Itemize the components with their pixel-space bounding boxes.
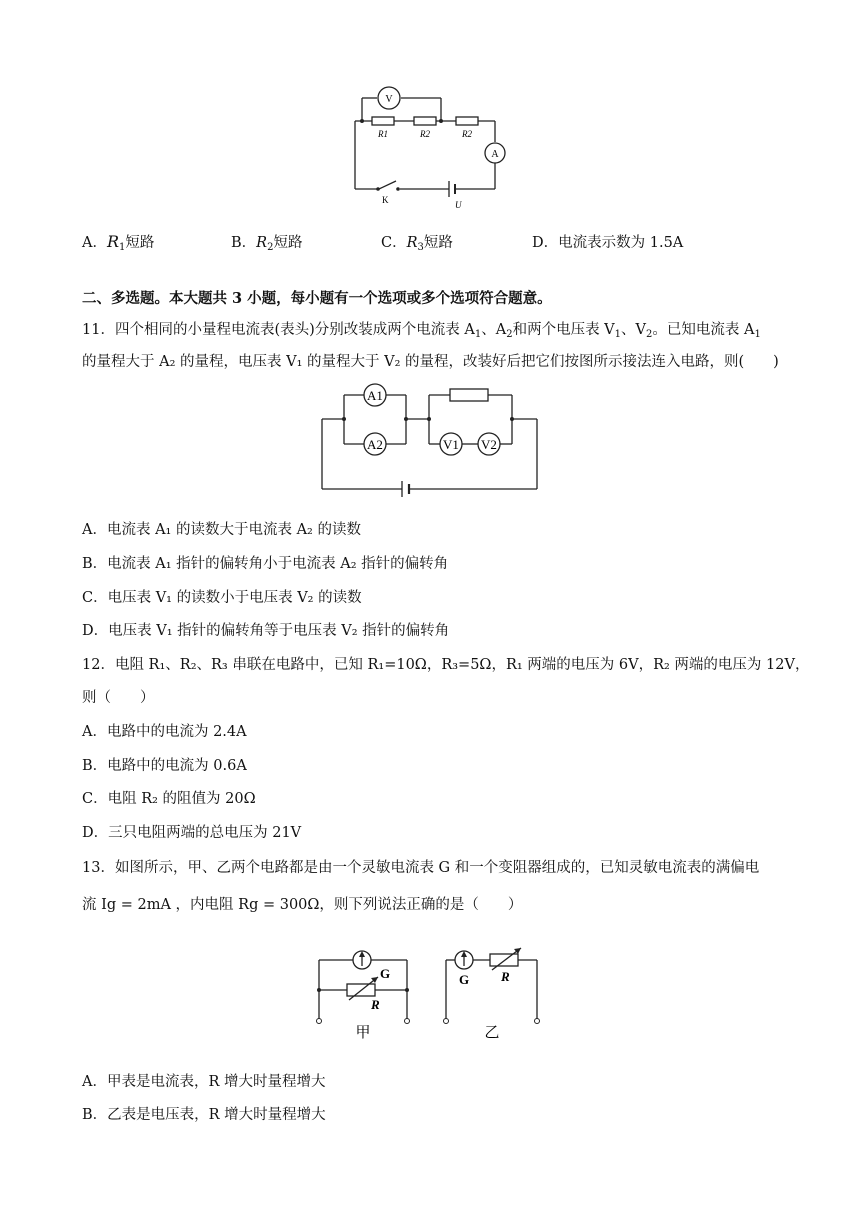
q11-circuit-figure [0,380,860,500]
q13-option-b: B．乙表是电压表，R 增大时量程增大 [82,1107,326,1123]
q10-option-b: B．$R_2$短路 [231,235,303,253]
q10-circuit-figure [0,0,860,230]
g-label-yi: G [459,972,470,987]
q11-option-c: C．电压表 V₁ 的读数小于电压表 V₂ 的读数 [82,590,362,606]
q12-option-c: C．电阻 R₂ 的阻值为 20Ω [82,791,256,807]
g-label-jia: G [380,966,391,981]
q10-option-a: A．$R_1$短路 [82,232,155,253]
section-heading: 二、多选题。本大题共 3 小题，每小题有一个选项或多个选项符合题意。 [82,290,552,307]
r1-label: R1 [378,129,388,139]
v2-label: V2 [481,437,497,452]
q12-line1: 12．电阻 R₁、R₂、R₃ 串联在电路中，已知 R₁=10Ω，R₃=5Ω，R₁ 两端的电压为 6V，R₂ 两端的电压为 12V， [82,657,810,673]
q12-option-a: A．电路中的电流为 2.4A [82,724,247,740]
q11-option-b: B．电流表 A₁ 指针的偏转角小于电流表 A₂ 指针的偏转角 [82,556,449,572]
a2-label: A2 [367,437,383,452]
v1-label: V1 [443,437,459,452]
r-label-yi: R [501,969,510,984]
a1-label: A1 [367,388,383,403]
ammeter-label: A [491,149,499,160]
q11-option-d: D．电压表 V₁ 指针的偏转角等于电压表 V₂ 指针的偏转角 [82,623,450,639]
r-label-jia: R [371,997,380,1012]
label-jia: 甲 [355,1025,371,1041]
q13-option-a: A．甲表是电流表，R 增大时量程增大 [82,1074,326,1090]
q11-option-a: A．电流表 A₁ 的读数大于电流表 A₂ 的读数 [82,522,361,538]
r2b-label: R2 [462,129,472,139]
q13-line2: 流 Ig = 2mA ，内电阻 Rg = 300Ω，则下列说法正确的是（ ） [82,897,523,913]
q13-circuit-figure [0,940,860,1040]
q10-option-c: C．$R_3$短路 [381,235,453,253]
q10-option-d: D．电流表示数为 1.5A [532,235,684,251]
q11-line1: 11．四个相同的小量程电流表(表头)分别改装成两个电流表 $A_1$、$A_2$和两个电压表 $V_1$、$V_2$。已知电流表 $A_1$ [82,322,761,340]
label-yi: 乙 [484,1025,500,1041]
q12-option-d: D．三只电阻两端的总电压为 21V [82,825,302,841]
q12-option-b: B．电路中的电流为 0.6A [82,758,247,774]
q13-line1: 13．如图所示，甲、乙两个电路都是由一个灵敏电流表 G 和一个变阻器组成的，已知灵敏电流表的满偏电 [82,860,760,876]
r2a-label: R2 [420,129,430,139]
source-label: U [455,200,462,210]
voltmeter-label: V [385,94,393,105]
q12-line2: 则（ ） [82,690,155,706]
q11-line2: 的量程大于 A₂ 的量程，电压表 V₁ 的量程大于 V₂ 的量程，改装好后把它们按图所示接法连入电路，则( ) [82,354,779,370]
switch-label: K [382,195,389,205]
